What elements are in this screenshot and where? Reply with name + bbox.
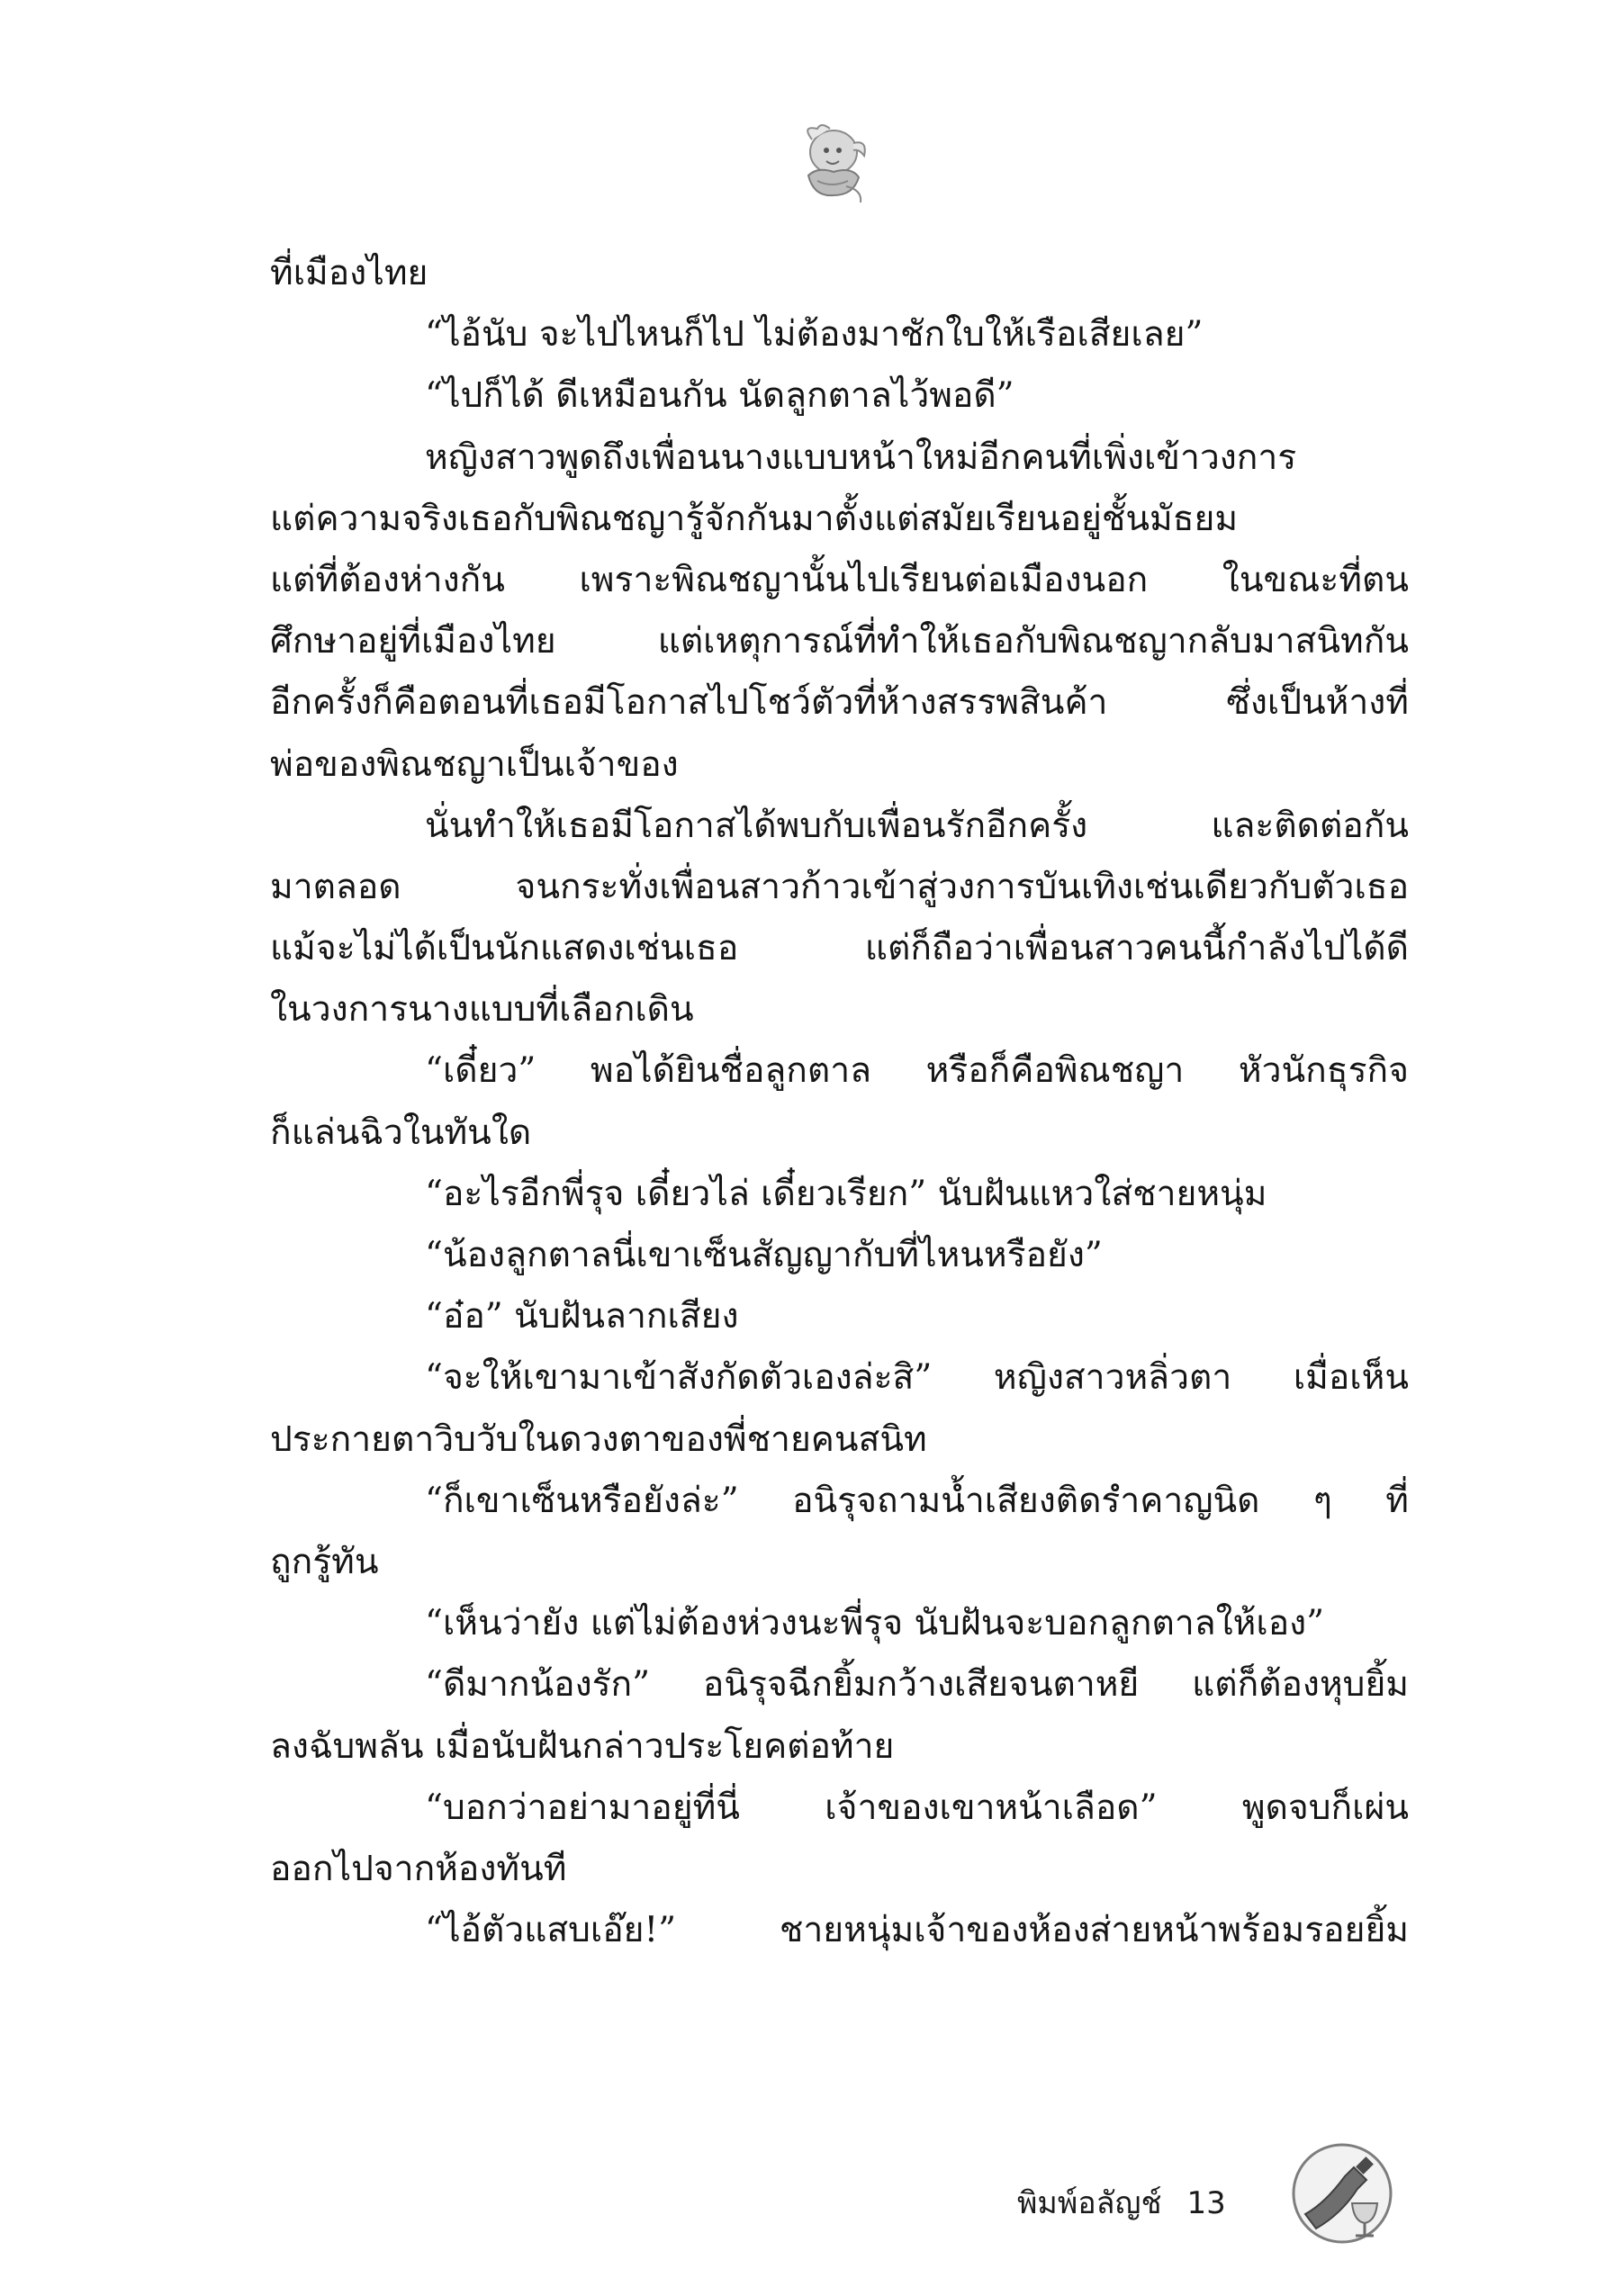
text-line: “บอกว่าอย่ามาอยู่ที่นี่ เจ้าของเขาหน้าเลือด” พูดจบก็เผ่น [425,1787,1409,1828]
text-line: ที่เมืองไทย [270,253,428,293]
text-line: ออกไปจากห้องทันที [270,1848,567,1889]
text-line: “ไอ้ตัวแสบเอ๊ย!” ชายหนุ่มเจ้าของห้องส่ายหน้าพร้อมรอยยิ้ม [425,1910,1409,1951]
text-line: พ่อของพิณชญาเป็นเจ้าของ [270,743,679,785]
text-line: มาตลอด จนกระทั่งเพื่อนสาวก้าวเข้าสู่วงการบันเทิงเช่นเดียวกับตัวเธอ [270,866,1409,907]
text-line: อีกครั้งก็คือตอนที่เธอมีโอกาสไปโชว์ตัวที่ห้างสรรพสินค้า ซึ่งเป็นห้างที่ [270,682,1409,724]
text-line: ลงฉับพลัน เมื่อนับฝันกล่าวประโยคต่อท้าย [270,1725,895,1767]
text-line: นั่นทำให้เธอมีโอกาสได้พบกับเพื่อนรักอีกครั้ง และติดต่อกัน [425,805,1409,846]
text-line: ศึกษาอยู่ที่เมืองไทย แต่เหตุการณ์ที่ทำให้เธอกับพิณชญากลับมาสนิทกัน [270,621,1409,662]
text-line: “ก็เขาเซ็นหรือยังล่ะ” อนิรุจถามน้ำเสียงติดรำคาญนิด ๆ ที่ [425,1480,1409,1521]
text-line: ประกายตาวิบวับในดวงตาของพี่ชายคนสนิท [270,1418,927,1460]
text-line: แต่ที่ต้องห่างกัน เพราะพิณชญานั้นไปเรียนต่อเมืองนอก ในขณะที่ตน [270,559,1409,600]
text-line: “อ๋อ” นับฝันลากเสียง [425,1296,739,1337]
text-line: “ไปก็ได้ ดีเหมือนกัน นัดลูกตาลไว้พอดี” [425,375,1014,417]
text-line: หญิงสาวพูดถึงเพื่อนนางแบบหน้าใหม่อีกคนที่เพิ่งเข้าวงการ [425,437,1297,478]
text-line: “อะไรอีกพี่รุจ เดี๋ยวไล่ เดี๋ยวเรียก” นับฝันแหวใส่ชายหนุ่ม [425,1173,1267,1214]
text-line: แม้จะไม่ได้เป็นนักแสดงเช่นเธอ แต่ก็ถือว่าเพื่อนสาวคนนี้กำลังไปได้ดี [270,928,1409,969]
text-line: “เดี๋ยว” พอได้ยินชื่อลูกตาล หรือก็คือพิณชญา หัวนักธุรกิจ [425,1050,1409,1092]
text-line: ถูกรู้ทัน [270,1541,379,1582]
text-line: ในวงการนางแบบที่เลือกเดิน [270,989,694,1031]
body-text [270,243,1409,1961]
page-number: 13 [1186,2185,1226,2221]
cherub-ornament-icon [781,113,880,212]
text-line: “น้องลูกตาลนี่เขาเซ็นสัญญากับที่ไหนหรือยัง” [425,1235,1103,1275]
text-line: “ดีมากน้องรัก” อนิรุจฉีกยิ้มกว้างเสียจนตาหยี แต่ก็ต้องหุบยิ้ม [425,1664,1409,1706]
text-line: แต่ความจริงเธอกับพิณชญารู้จักกันมาตั้งแต่สมัยเรียนอยู่ชั้นมัธยม [270,498,1239,539]
wine-bottle-glass-icon [1289,2140,1395,2246]
text-line: “ไอ้นับ จะไปไหนก็ไป ไม่ต้องมาชักใบให้เรือเสียเลย” [425,314,1204,356]
text-line: “จะให้เขามาเข้าสังกัดตัวเองล่ะสิ” หญิงสาวหลิ่วตา เมื่อเห็น [425,1357,1409,1399]
text-line: “เห็นว่ายัง แต่ไม่ต้องห่วงนะพี่รุจ นับฝันจะบอกลูกตาลให้เอง” [425,1603,1325,1644]
text-line: ก็แล่นฉิวในทันใด [270,1112,532,1153]
footer-author: พิมพ์อลัญช์ [1017,2185,1162,2221]
page-footer [1017,2176,1226,2230]
